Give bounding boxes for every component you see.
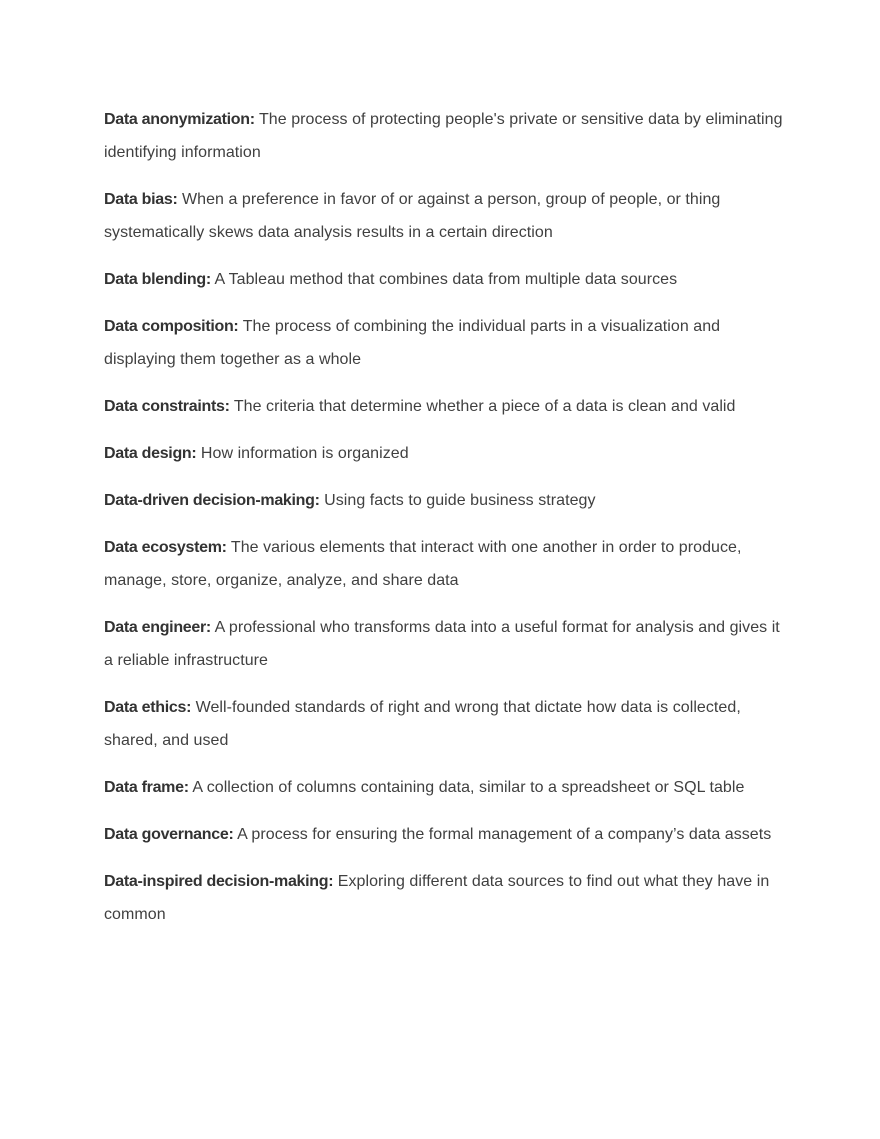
glossary-entry-data-ethics: [104, 691, 784, 757]
glossary-entry-data-bias: [104, 183, 784, 249]
glossary-entry-data-design: [104, 437, 784, 470]
glossary-term: Data anonymization:: [104, 111, 255, 128]
glossary-definition: Well-founded standards of right and wrong that dictate how data is collected, shared, and used: [104, 699, 741, 749]
glossary-definition: The criteria that determine whether a piece of a data is clean and valid: [233, 398, 736, 415]
glossary-term: Data constraints:: [104, 398, 230, 415]
glossary-entry-data-governance: [104, 818, 784, 851]
glossary-term: Data blending:: [104, 271, 211, 288]
glossary-definition: A Tableau method that combines data from multiple data sources: [214, 271, 678, 288]
glossary-definition: The various elements that interact with one another in order to produce, manage, store, organize, analyze, and share data: [104, 539, 742, 589]
glossary-entry-data-composition: [104, 310, 784, 376]
glossary-term: Data bias:: [104, 191, 178, 208]
glossary-page: [104, 103, 784, 945]
glossary-term: Data ecosystem:: [104, 539, 227, 556]
glossary-entry-data-blending: [104, 263, 784, 296]
glossary-entry-data-anonymization: [104, 103, 784, 169]
glossary-entry-data-ecosystem: [104, 531, 784, 597]
glossary-definition: The process of combining the individual parts in a visualization and displaying them together as a whole: [104, 318, 721, 368]
glossary-term: Data-inspired decision-making:: [104, 873, 334, 890]
glossary-definition: When a preference in favor of or against a person, group of people, or thing systematically skews data analysis results in a certain direction: [104, 191, 721, 241]
glossary-entry-data-frame: [104, 771, 784, 804]
glossary-entry-data-inspired-decision-making: [104, 865, 784, 931]
glossary-term: Data design:: [104, 445, 197, 462]
glossary-term: Data governance:: [104, 826, 234, 843]
glossary-term: Data-driven decision-making:: [104, 492, 320, 509]
glossary-definition: A process for ensuring the formal management of a company’s data assets: [237, 826, 772, 843]
glossary-term: Data engineer:: [104, 619, 211, 636]
glossary-entry-data-constraints: [104, 390, 784, 423]
glossary-term: Data composition:: [104, 318, 239, 335]
glossary-definition: The process of protecting people's private or sensitive data by eliminating identifying information: [104, 111, 783, 161]
glossary-term: Data ethics:: [104, 699, 192, 716]
glossary-entry-data-driven-decision-making: [104, 484, 784, 517]
glossary-definition: How information is organized: [200, 445, 409, 462]
glossary-definition: Exploring different data sources to find out what they have in common: [104, 873, 770, 923]
glossary-definition: Using facts to guide business strategy: [324, 492, 596, 509]
glossary-definition: A professional who transforms data into a useful format for analysis and gives it a reliable infrastructure: [104, 619, 780, 669]
glossary-definition: A collection of columns containing data, similar to a spreadsheet or SQL table: [192, 779, 745, 796]
glossary-entry-data-engineer: [104, 611, 784, 677]
glossary-term: Data frame:: [104, 779, 189, 796]
